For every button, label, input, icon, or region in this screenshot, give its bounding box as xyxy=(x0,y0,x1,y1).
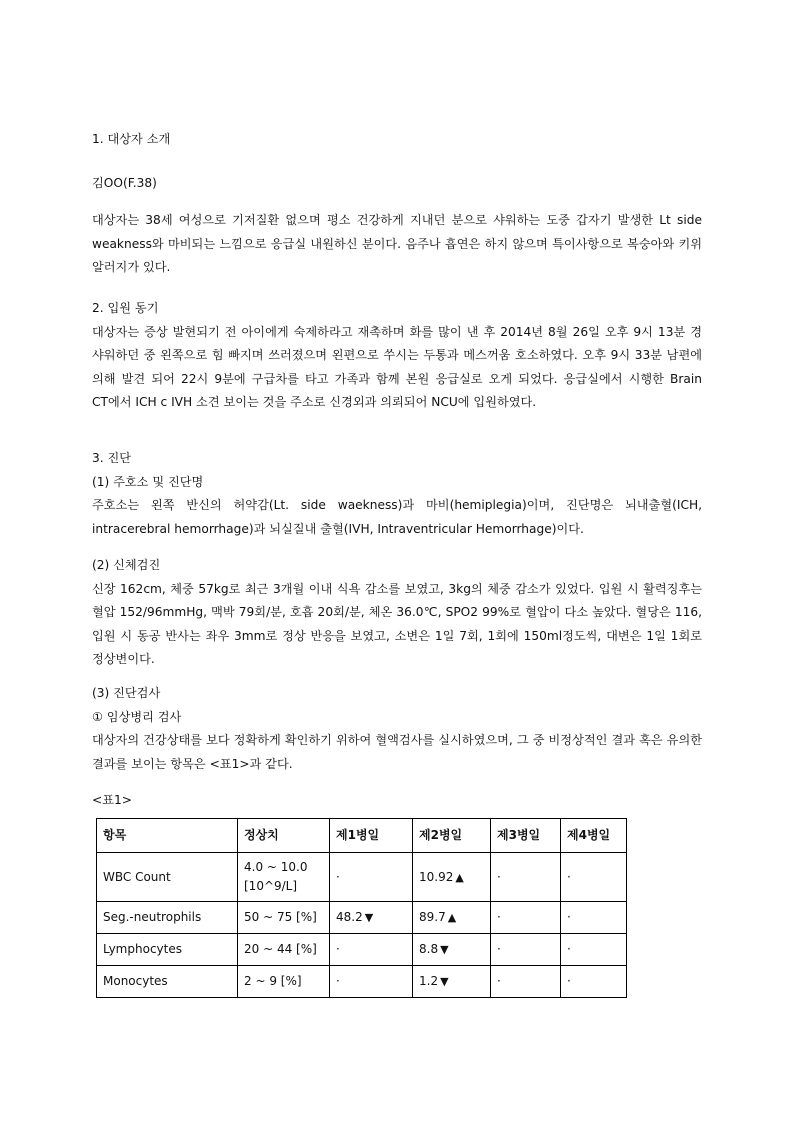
day2-value: 1.2 ▼ xyxy=(419,974,449,988)
normal-range-cell: 50 ~ 75 [%] xyxy=(238,902,330,934)
header-cell: 제4병일 xyxy=(561,819,627,853)
day3-cell: · xyxy=(491,966,561,998)
day2-cell xyxy=(413,853,491,902)
patient-id-block xyxy=(92,172,702,196)
day2-value: 10.92 ▲ xyxy=(419,870,464,884)
paragraph: 주호소는 왼쪽 반신의 허약감(Lt. side waekness)과 마비(hemiplegia)이며, 진단명은 뇌내출혈(ICH, intracerebral hemorrhage)과 뇌실질내 출혈(IVH, Intraventricular Hemorrhage)이다. xyxy=(92,498,702,536)
day1-cell: · xyxy=(330,934,413,966)
paragraph: 신장 162cm, 체중 57kg로 최근 3개월 이내 식욕 감소를 보였고, 3kg의 체중 감소가 있었다. 입원 시 활력징후는 혈압 152/96mmHg, 맥박 79회/분, 호흡 20회/분, 체온 36.0℃, SPO2 99%로 혈압이 다소 높았다. 혈당은 116, 입원 시 동공 반사는 좌우 3mm로 정상 반응을 보였고, 소변은 1일 7회, 1회에 150ml정도씩, 대변은 1일 1회로 정상변이다. xyxy=(92,581,702,666)
table-caption: <표1> xyxy=(92,793,132,807)
header-cell: 정상치 xyxy=(238,819,330,853)
day1-cell: · xyxy=(330,853,413,902)
subsection-heading: (2) 신체검진 xyxy=(92,558,161,572)
day1-value: 48.2 ▼ xyxy=(336,910,373,924)
item-cell: Lymphocytes xyxy=(97,934,238,966)
table-row xyxy=(97,934,627,966)
day4-cell: · xyxy=(561,853,627,902)
header-cell: 제1병일 xyxy=(330,819,413,853)
day2-cell xyxy=(413,902,491,934)
header-cell: 제2병일 xyxy=(413,819,491,853)
day3-cell: · xyxy=(491,853,561,902)
section-2 xyxy=(92,297,702,415)
day1-cell: · xyxy=(330,966,413,998)
item-cell: Seg.-neutrophils xyxy=(97,902,238,934)
table-row xyxy=(97,966,627,998)
item-cell: WBC Count xyxy=(97,853,238,902)
patient-id: 김OO(F.38) xyxy=(92,176,157,190)
header-cell: 제3병일 xyxy=(491,819,561,853)
subsection-heading: (1) 주호소 및 진단명 xyxy=(92,474,204,489)
normal-range-cell: 20 ~ 44 [%] xyxy=(238,934,330,966)
table-row xyxy=(97,853,627,902)
normal-range-cell: 2 ~ 9 [%] xyxy=(238,966,330,998)
subsection-physical-exam xyxy=(92,554,702,672)
day1-cell xyxy=(330,902,413,934)
day2-cell xyxy=(413,934,491,966)
item-cell: Monocytes xyxy=(97,966,238,998)
paragraph: 대상자는 증상 발현되기 전 아이에게 숙제하라고 재촉하며 화를 많이 낸 후 2014년 8월 26일 오후 9시 13분 경 샤워하던 중 왼쪽으로 힘 빠지며 쓰러졌으며 왼편으로 쑤시는 두통과 메스꺼움 호소하였다. 오후 9시 33분 남편에 의해 발견 되어 22시 9분에 구급차를 타고 가족과 함께 본원 응급실로 오게 되었다. 응급실에서 시행한 Brain CT에서 ICH c IVH 소견 보이는 것을 주소로 신경외과 의뢰되어 NCU에 입원하였다. xyxy=(92,324,702,409)
subsection-heading: (3) 진단검사 xyxy=(92,686,161,700)
subsection-diagnostic-tests xyxy=(92,682,702,776)
day2-value: 89.7 ▲ xyxy=(419,910,456,924)
paragraph: 대상자는 38세 여성으로 기저질환 없으며 평소 건강하게 지내던 분으로 샤워하는 도중 갑자기 발생한 Lt side weakness와 마비되는 느낌으로 응급실 내원하신 분이다. 음주나 흡연은 하지 않으며 특이사항으로 복숭아와 키위 알러지가 있다. xyxy=(92,213,702,274)
day3-cell: · xyxy=(491,902,561,934)
table-header-row xyxy=(97,819,627,853)
header-cell: 항목 xyxy=(97,819,238,853)
day2-value: 8.8 ▼ xyxy=(419,942,449,956)
table-caption-block xyxy=(92,789,702,813)
day4-cell: · xyxy=(561,934,627,966)
section-heading: 2. 입원 동기 xyxy=(92,301,159,315)
table-row xyxy=(97,902,627,934)
day4-cell: · xyxy=(561,966,627,998)
day3-cell: · xyxy=(491,934,561,966)
section-heading: 1. 대상자 소개 xyxy=(92,132,171,146)
section-1 xyxy=(92,128,702,152)
section-3 xyxy=(92,447,702,541)
day2-cell xyxy=(413,966,491,998)
section-heading: 3. 진단 xyxy=(92,451,132,465)
subsection-item: ① 임상병리 검사 xyxy=(92,709,182,724)
day4-cell: · xyxy=(561,902,627,934)
paragraph: 대상자의 건강상태를 보다 정확하게 확인하기 위하여 혈액검사를 실시하였으며, 그 중 비정상적인 결과 혹은 유의한 결과를 보이는 항목은 <표1>과 같다. xyxy=(92,733,702,771)
normal-range-cell: 4.0 ~ 10.0 [10^9/L] xyxy=(238,853,330,902)
section-1-body xyxy=(92,209,702,280)
lab-results-table xyxy=(96,818,627,998)
